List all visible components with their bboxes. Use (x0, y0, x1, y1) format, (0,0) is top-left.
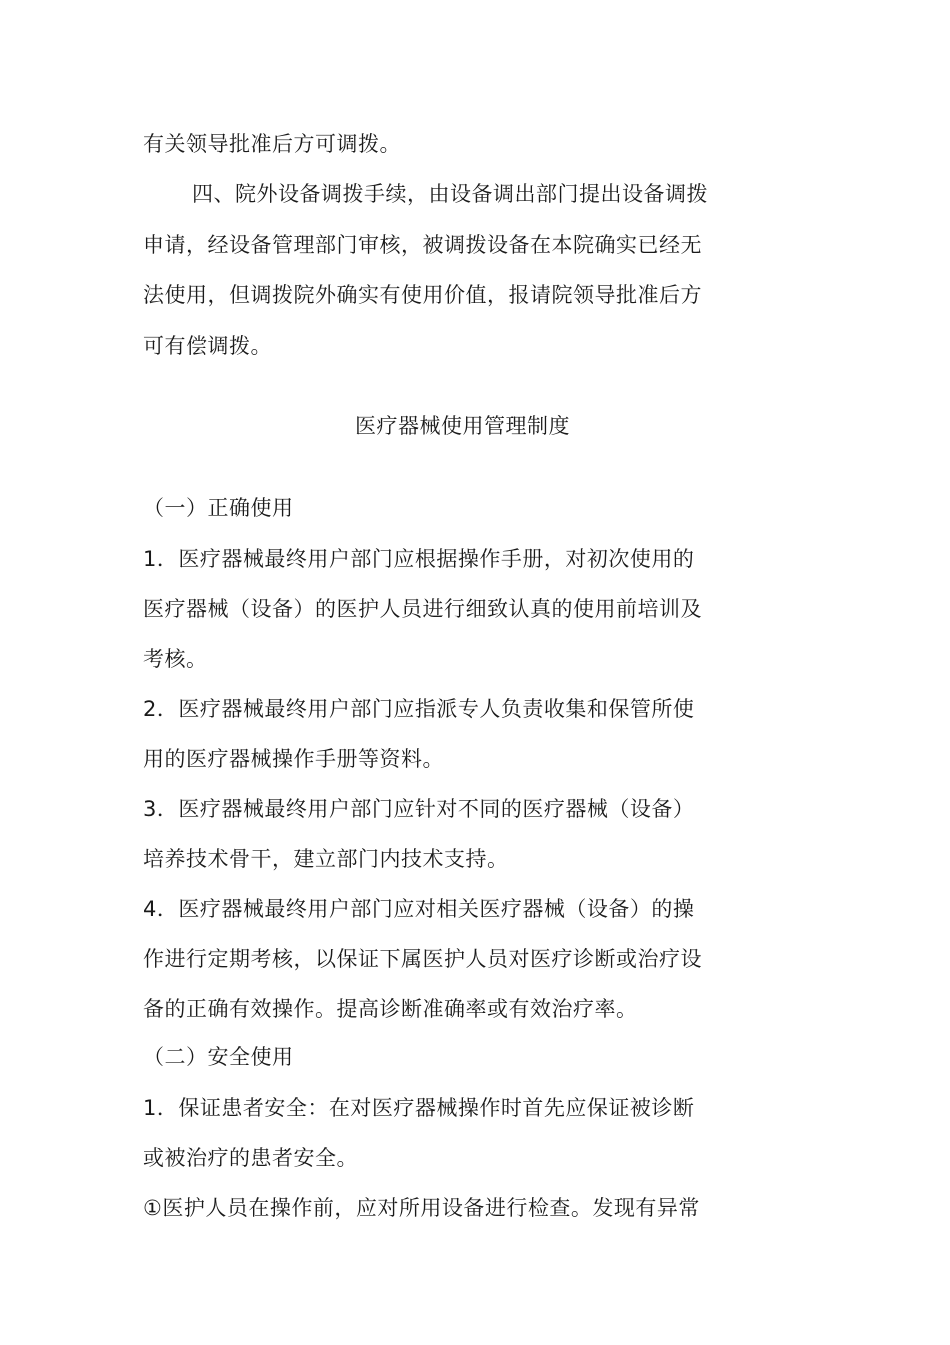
section-heading-2: （二）安全使用 (143, 1045, 294, 1069)
section1-line-10: 备的正确有效操作。提高诊断准确率或有效治疗率。 (143, 997, 638, 1021)
section2-line-2: 或被治疗的患者安全。 (143, 1146, 358, 1170)
intro-line-2: 四、院外设备调拨手续，由设备调出部门提出设备调拨 (192, 182, 708, 206)
section1-line-4: 2．医疗器械最终用户部门应指派专人负责收集和保管所使 (143, 697, 695, 721)
section1-line-8: 4．医疗器械最终用户部门应对相关医疗器械（设备）的操 (143, 897, 695, 921)
intro-line-4: 法使用，但调拨院外确实有使用价值，报请院领导批准后方 (143, 283, 702, 307)
section1-line-3: 考核。 (143, 647, 208, 671)
section1-line-5: 用的医疗器械操作手册等资料。 (143, 747, 444, 771)
intro-line-1: 有关领导批准后方可调拨。 (143, 132, 401, 156)
section1-line-1: 1．医疗器械最终用户部门应根据操作手册，对初次使用的 (143, 547, 695, 571)
document-title: 医疗器械使用管理制度 (355, 414, 570, 438)
section-heading-1: （一）正确使用 (143, 496, 294, 520)
section1-line-6: 3．医疗器械最终用户部门应针对不同的医疗器械（设备） (143, 797, 695, 821)
section1-line-2: 医疗器械（设备）的医护人员进行细致认真的使用前培训及 (143, 597, 702, 621)
section2-line-3: ①医护人员在操作前，应对所用设备进行检查。发现有异常 (143, 1196, 700, 1220)
section1-line-7: 培养技术骨干，建立部门内技术支持。 (143, 847, 509, 871)
intro-line-3: 申请，经设备管理部门审核，被调拨设备在本院确实已经无 (143, 233, 702, 257)
section2-line-1: 1．保证患者安全：在对医疗器械操作时首先应保证被诊断 (143, 1096, 695, 1120)
intro-line-5: 可有偿调拨。 (143, 334, 272, 358)
section1-line-9: 作进行定期考核，以保证下属医护人员对医疗诊断或治疗设 (143, 947, 702, 971)
